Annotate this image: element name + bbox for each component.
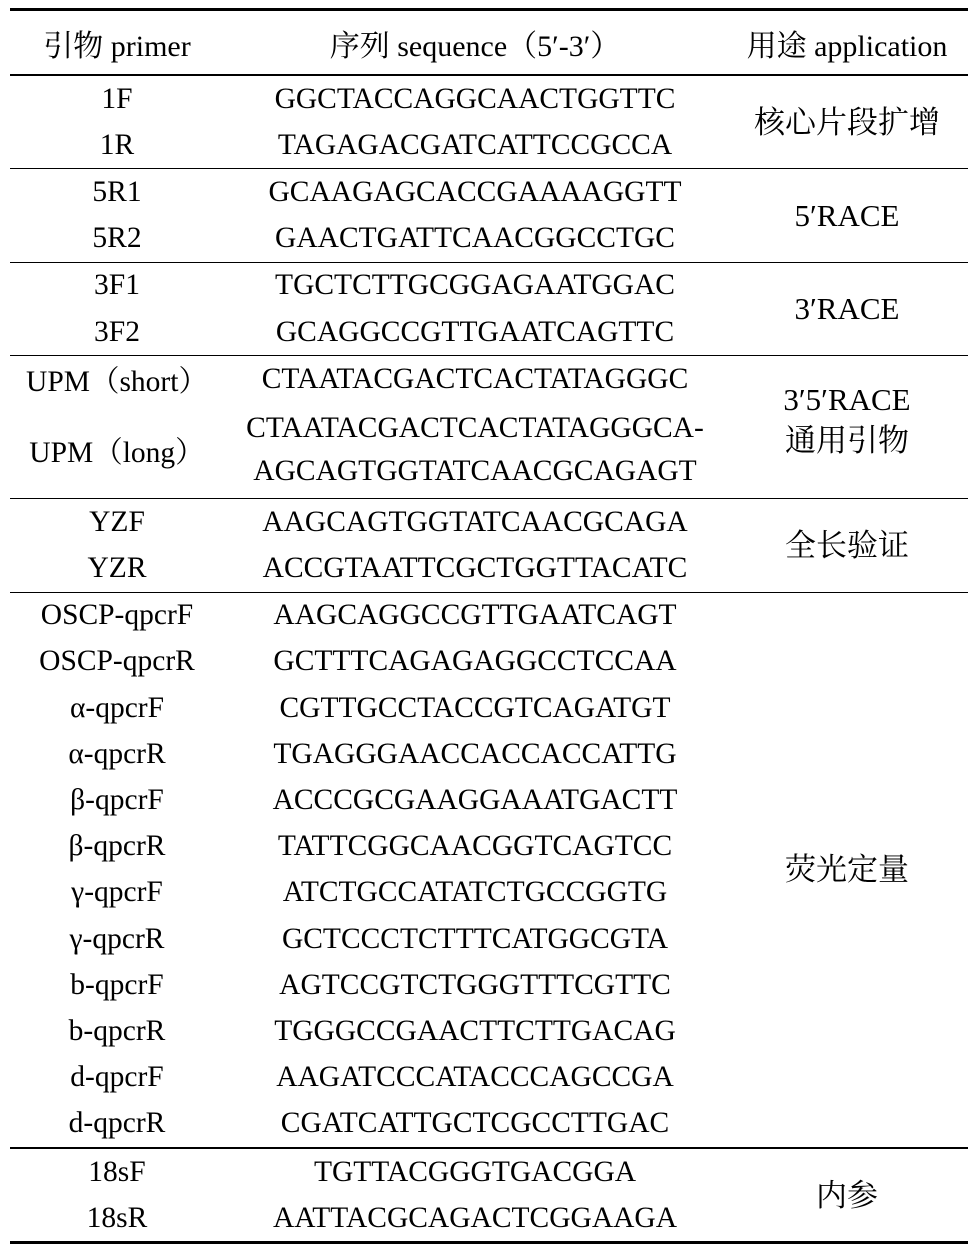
- primer-name: YZR: [87, 552, 147, 585]
- application-line: 全长验证: [785, 528, 909, 563]
- sequence-line: GCTTTCAGAGAGGCCTCCAA: [273, 645, 677, 678]
- primer-name: YZF: [89, 505, 145, 538]
- primer-sequence: [224, 777, 726, 823]
- primer-sequence: [224, 1101, 726, 1147]
- application-line: 3′RACE: [794, 291, 900, 327]
- primer-name: 5R2: [92, 222, 142, 255]
- primer-sequence: [224, 916, 726, 962]
- sequence-line: ACCGTAATTCGCTGGTTACATC: [262, 552, 688, 585]
- sequence-column: [224, 263, 726, 355]
- primer-column: [10, 76, 224, 168]
- primer-sequence: [224, 546, 726, 592]
- sequence-line: CGTTGCCTACCGTCAGATGT: [279, 691, 671, 724]
- primer-group: [10, 1149, 968, 1241]
- sequence-line: TGGGCCGAACTTCTTGACAG: [274, 1014, 676, 1047]
- primer-sequence: [224, 499, 726, 545]
- header-sequence: 序列 sequence（5′-3′）: [329, 29, 621, 63]
- sequence-line: GGCTACCAGGCAACTGGTTC: [274, 82, 676, 115]
- primer-name: 18sR: [86, 1201, 148, 1234]
- primer-sequence: [224, 593, 726, 639]
- primer-name: 3F2: [94, 315, 140, 348]
- primer-sequence: [224, 962, 726, 1008]
- sequence-line: AGCAGTGGTATCAACGCAGAGT: [253, 455, 697, 488]
- primer-sequence: [224, 1055, 726, 1101]
- application-cell: [726, 593, 968, 1147]
- primer-group: [10, 76, 968, 168]
- sequence-column: [224, 499, 726, 591]
- sequence-line: TGTTACGGGTGACGGA: [313, 1155, 637, 1188]
- sequence-line: CGATCATTGCTCGCCTTGAC: [280, 1107, 670, 1140]
- sequence-column: [224, 169, 726, 261]
- primer-sequence: [224, 685, 726, 731]
- primer-sequence: [224, 1149, 726, 1195]
- primer-name: 1R: [99, 128, 135, 161]
- application-text: [754, 102, 940, 143]
- primer-group: [10, 499, 968, 591]
- primer-sequence: [224, 1008, 726, 1054]
- primer-name: d-qpcrF: [70, 1061, 164, 1094]
- table-body: [10, 76, 968, 1241]
- application-text: [785, 525, 909, 566]
- sequence-line: AAGCAGTGGTATCAACGCAGA: [262, 505, 688, 538]
- primer-name: α-qpcrF: [69, 691, 165, 724]
- sequence-line: GCAAGAGCACCGAAAAGGTT: [268, 175, 682, 208]
- primer-sequence: [224, 402, 726, 498]
- primer-name: OSCP-qpcrF: [40, 599, 194, 632]
- application-text: [785, 849, 909, 890]
- sequence-line: TGCTCTTGCGGAGAATGGAC: [275, 269, 675, 302]
- primer-column: [10, 169, 224, 261]
- primer-sequence: [224, 824, 726, 870]
- sequence-line: AGTCCGTCTGGGTTTCGTTC: [279, 968, 671, 1001]
- primer-name: 1F: [101, 82, 133, 115]
- primer-column: [10, 356, 224, 498]
- primer-name: UPM（long）: [29, 437, 205, 470]
- application-cell: [726, 76, 968, 168]
- sequence-column: [224, 593, 726, 1147]
- application-text: [816, 1175, 878, 1216]
- sequence-line: ATCTGCCATATCTGCCGGTG: [282, 876, 668, 909]
- primer-table: [10, 8, 968, 1244]
- primer-column: [10, 1149, 224, 1241]
- sequence-line: AAGCAGGCCGTTGAATCAGT: [273, 599, 677, 632]
- sequence-column: [224, 1149, 726, 1241]
- primer-name: UPM（short）: [26, 366, 208, 399]
- application-cell: [726, 169, 968, 261]
- application-line: 荧光定量: [785, 852, 909, 888]
- primer-name: γ-qpcrF: [71, 876, 163, 909]
- application-text: [795, 195, 900, 236]
- primer-name: β-qpcrR: [68, 830, 166, 863]
- primer-name: b-qpcrR: [68, 1014, 166, 1047]
- sequence-line: TAGAGACGATCATTCCGCCA: [277, 128, 673, 161]
- sequence-line: AATTACGCAGACTCGGAAGA: [272, 1201, 678, 1234]
- primer-sequence: [224, 76, 726, 122]
- application-cell: [726, 263, 968, 355]
- application-text: [783, 379, 910, 461]
- application-line: 3′5′RACE: [783, 382, 911, 418]
- primer-column: [10, 593, 224, 1147]
- primer-sequence: [224, 169, 726, 215]
- primer-sequence: [224, 731, 726, 777]
- bottom-rule: [10, 1241, 968, 1244]
- application-text: [795, 288, 900, 329]
- primer-name: OSCP-qpcrR: [39, 645, 195, 678]
- header-row: [10, 11, 968, 74]
- primer-sequence: [224, 1195, 726, 1241]
- primer-group: [10, 356, 968, 498]
- sequence-line: TATTCGGCAACGGTCAGTCC: [277, 830, 673, 863]
- sequence-line: AAGATCCCATACCCAGCCGA: [276, 1061, 674, 1094]
- sequence-line: TGAGGGAACCACCACCATTG: [273, 737, 677, 770]
- application-cell: [726, 499, 968, 591]
- sequence-line: CTAATACGACTCACTATAGGGC: [261, 362, 689, 395]
- primer-column: [10, 263, 224, 355]
- sequence-line: GAACTGATTCAACGGCCTGC: [275, 222, 675, 255]
- sequence-line: GCTCCCTCTTTCATGGCGTA: [281, 922, 669, 955]
- primer-group: [10, 593, 968, 1147]
- sequence-column: [224, 76, 726, 168]
- sequence-column: [224, 356, 726, 498]
- primer-sequence: [224, 122, 726, 168]
- primer-column: [10, 499, 224, 591]
- primer-group: [10, 263, 968, 355]
- sequence-line: ACCCGCGAAGGAAATGACTT: [272, 784, 678, 817]
- primer-sequence: [224, 216, 726, 262]
- header-primer: 引物 primer: [43, 29, 191, 63]
- primer-name: 5R1: [92, 175, 142, 208]
- primer-name: 3F1: [94, 269, 140, 302]
- header-application: 用途 application: [746, 29, 948, 63]
- primer-sequence: [224, 870, 726, 916]
- primer-name: γ-qpcrR: [69, 922, 165, 955]
- primer-sequence: [224, 356, 726, 402]
- application-cell: [726, 356, 968, 498]
- primer-name: 18sF: [88, 1155, 146, 1188]
- primer-sequence: [224, 263, 726, 309]
- application-line: 通用引物: [785, 423, 909, 459]
- primer-group: [10, 169, 968, 261]
- application-line: 5′RACE: [794, 198, 900, 234]
- sequence-line: GCAGGCCGTTGAATCAGTTC: [275, 315, 675, 348]
- primer-name: β-qpcrF: [70, 784, 164, 817]
- application-cell: [726, 1149, 968, 1241]
- primer-sequence: [224, 309, 726, 355]
- sequence-line: CTAATACGACTCACTATAGGGCA-: [246, 412, 704, 445]
- primer-sequence: [224, 639, 726, 685]
- application-line: 内参: [816, 1177, 878, 1213]
- primer-name: α-qpcrR: [68, 737, 166, 770]
- primer-name: d-qpcrR: [68, 1107, 166, 1140]
- application-line: 核心片段扩增: [754, 104, 940, 140]
- primer-name: b-qpcrF: [70, 968, 164, 1001]
